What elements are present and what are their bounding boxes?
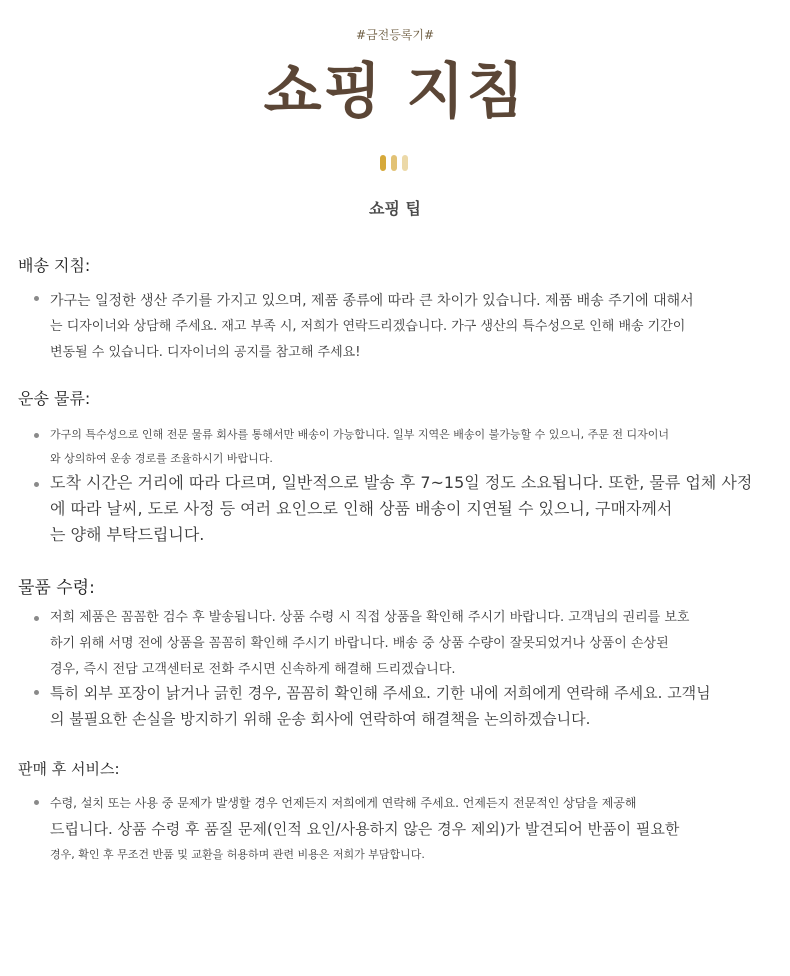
- delivery-paragraph: [50, 288, 740, 366]
- after-sales-paragraph: [50, 790, 740, 868]
- text-line: 는 디자이너와 상담해 주세요. 재고 부족 시, 저희가 연락드리겠습니다. 가구 생산의 특수성으로 인해 배송 기간이: [50, 319, 686, 334]
- dot-2: [391, 155, 397, 171]
- dot-1: [380, 155, 386, 171]
- bullet-dot: [34, 800, 39, 805]
- section-heading-delivery: 배송 지침:: [18, 256, 91, 275]
- bullet-dot: [34, 690, 39, 695]
- bullet-dot: [34, 296, 39, 301]
- text-line: 특히 외부 포장이 낡거나 긁힌 경우, 꼼꼼히 확인해 주세요. 기한 내에 저희에게 연락해 주세요. 고객님: [50, 684, 711, 702]
- text-line: 와 상의하여 운송 경로를 조율하시기 바랍니다.: [50, 452, 273, 465]
- text-line: 변동될 수 있습니다. 디자이너의 공지를 참고해 주세요!: [50, 345, 361, 360]
- dot-3: [402, 155, 408, 171]
- text-line: 수령, 설치 또는 사용 중 문제가 발생할 경우 언제든지 저희에게 연락해 주세요. 언제든지 전문적인 상담을 제공해: [50, 796, 637, 810]
- section-heading-logistics: 운송 물류:: [18, 389, 91, 408]
- text-line: 하기 위해 서명 전에 상품을 꼼꼼히 확인해 주시기 바랍니다. 배송 중 상품 수량이 잘못되었거나 상품이 손상된: [50, 636, 669, 651]
- page-title: 쇼핑 지침: [263, 57, 527, 127]
- text-line: 에 따라 날씨, 도로 사정 등 여러 요인으로 인해 상품 배송이 지연될 수 있으니, 구매자께서: [50, 499, 673, 518]
- receipt-paragraph-1: [50, 605, 740, 683]
- bullet-dot: [34, 433, 39, 438]
- page-subtitle: 쇼핑 팁: [369, 199, 421, 218]
- text-line: 경우, 즉시 전담 고객센터로 전화 주시면 신속하게 해결해 드리겠습니다.: [50, 662, 456, 677]
- bullet-dot: [34, 482, 39, 487]
- logistics-paragraph-1: [50, 423, 740, 471]
- receipt-paragraph-2: [50, 680, 740, 732]
- logistics-paragraph-2: [50, 470, 753, 548]
- text-line: 의 불필요한 손실을 방지하기 위해 운송 회사에 연락하여 해결책을 논의하겠습니다.: [50, 710, 591, 728]
- decorative-dots: [380, 155, 408, 171]
- bullet-dot: [34, 616, 39, 621]
- text-line: 가구의 특수성으로 인해 전문 물류 회사를 통해서만 배송이 가능합니다. 일부 지역은 배송이 불가능할 수 있으니, 주문 전 디자이너: [50, 428, 669, 441]
- text-line: 도착 시간은 거리에 따라 다르며, 일반적으로 발송 후 7~15일 정도 소요됩니다. 또한, 물류 업체 사정: [50, 473, 753, 492]
- text-line: 드립니다. 상품 수령 후 품질 문제(인적 요인/사용하지 않은 경우 제외)가 발견되어 반품이 필요한: [50, 820, 680, 838]
- text-line: 저희 제품은 꼼꼼한 검수 후 발송됩니다. 상품 수령 시 직접 상품을 확인해 주시기 바랍니다. 고객님의 권리를 보호: [50, 610, 690, 625]
- text-line: 가구는 일정한 생산 주기를 가지고 있으며, 제품 종류에 따라 큰 차이가 있습니다. 제품 배송 주기에 대해서: [50, 293, 694, 309]
- text-line: 는 양해 부탁드립니다.: [50, 525, 205, 544]
- section-heading-receipt: 물품 수령:: [18, 578, 95, 598]
- section-heading-after-sales: 판매 후 서비스:: [18, 760, 120, 778]
- hashtag-label: #금전등록기#: [355, 28, 435, 42]
- text-line: 경우, 확인 후 무조건 반품 및 교환을 허용하며 관련 비용은 저희가 부담합니다.: [50, 848, 425, 861]
